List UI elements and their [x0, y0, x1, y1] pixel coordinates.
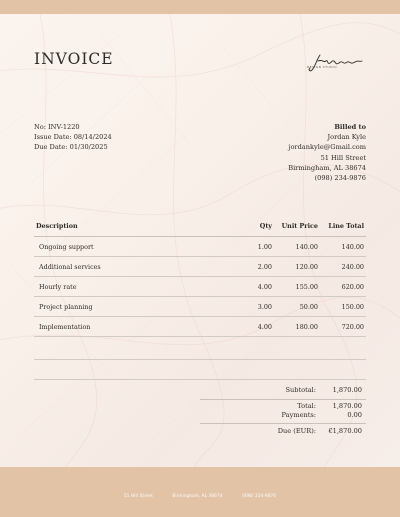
- item-line-total: 150.00: [320, 297, 366, 317]
- item-description: Additional services: [34, 257, 234, 277]
- client-street: 51 Hill Street: [320, 153, 366, 162]
- table-row: [34, 277, 366, 297]
- invoice-number-label: No:: [34, 123, 46, 131]
- footer-phone: (098) 234-9876: [241, 493, 276, 498]
- invoice-number-value: INV-1220: [48, 123, 80, 131]
- item-line-total: 140.00: [320, 237, 366, 257]
- subtotal-group: [200, 386, 366, 400]
- invoice-page: [0, 14, 400, 467]
- issue-date-label: Issue Date:: [34, 133, 72, 141]
- item-unit-price: 50.00: [274, 297, 320, 317]
- item-description: Hourly rate: [34, 277, 234, 297]
- item-description: Project planning: [34, 297, 234, 317]
- billed-to: [288, 122, 366, 183]
- item-line-total: 720.00: [320, 317, 366, 337]
- client-email: jordankyle@Gmail.com: [288, 143, 366, 152]
- item-qty: 2.00: [234, 257, 274, 277]
- item-description: Ongoing support: [34, 237, 234, 257]
- top-band: [0, 0, 400, 14]
- item-unit-price: 155.00: [274, 277, 320, 297]
- footer-contact: [0, 493, 400, 498]
- item-unit-price: 180.00: [274, 317, 320, 337]
- billed-to-heading: Billed to: [334, 123, 366, 131]
- header-unit-price: Unit Price: [274, 222, 320, 237]
- client-phone: (098) 234-9876: [314, 174, 366, 183]
- subtotal-label: Subtotal:: [285, 386, 316, 394]
- bottom-band: [0, 467, 400, 517]
- divider: [34, 359, 366, 360]
- item-qty: 3.00: [234, 297, 274, 317]
- due-date-row: [34, 142, 112, 152]
- amount-due-label: Due (EUR):: [277, 427, 316, 435]
- due-group: [200, 424, 366, 439]
- invoice-meta: [34, 122, 112, 152]
- subtotal-value: 1,870.00: [332, 386, 362, 394]
- header-line-total: Line Total: [320, 222, 366, 237]
- invoice-number-row: [34, 122, 112, 132]
- client-city: Birmingham, AL 38674: [288, 163, 366, 172]
- payments-label: Payments:: [281, 411, 316, 419]
- table-row: [34, 237, 366, 257]
- item-unit-price: 140.00: [274, 237, 320, 257]
- total-payments-group: [200, 400, 366, 424]
- due-date-label: Due Date:: [34, 143, 68, 151]
- item-line-total: 240.00: [320, 257, 366, 277]
- signature-logo: [306, 51, 366, 77]
- item-unit-price: 120.00: [274, 257, 320, 277]
- item-qty: 4.00: [234, 277, 274, 297]
- issue-date-value: 08/14/2024: [73, 133, 112, 141]
- line-items-table: [34, 222, 366, 337]
- header-description: Description: [34, 222, 234, 237]
- item-line-total: 620.00: [320, 277, 366, 297]
- table-row: [34, 257, 366, 277]
- item-qty: 1.00: [234, 237, 274, 257]
- table-header-row: [34, 222, 366, 237]
- divider: [34, 379, 366, 380]
- item-description: Implementation: [34, 317, 234, 337]
- table-row: [34, 297, 366, 317]
- payments-value: 0.00: [347, 411, 362, 419]
- total-label: Total:: [297, 402, 316, 410]
- footer-city: Birmingham, AL 38674: [172, 493, 223, 498]
- footer-address: 51 Hill Street: [124, 493, 153, 498]
- item-qty: 4.00: [234, 317, 274, 337]
- total-value: 1,870.00: [332, 402, 362, 410]
- amount-due-value: €1,870.00: [328, 427, 362, 435]
- due-date-value: 01/30/2025: [69, 143, 108, 151]
- totals-block: [200, 386, 366, 439]
- issue-date-row: [34, 132, 112, 142]
- header-qty: Qty: [234, 222, 274, 237]
- invoice-title: INVOICE: [34, 50, 114, 68]
- logo-subtitle: DESIGN STUDIO: [307, 65, 338, 69]
- client-name: Jordan Kyle: [327, 133, 366, 142]
- table-row: [34, 317, 366, 337]
